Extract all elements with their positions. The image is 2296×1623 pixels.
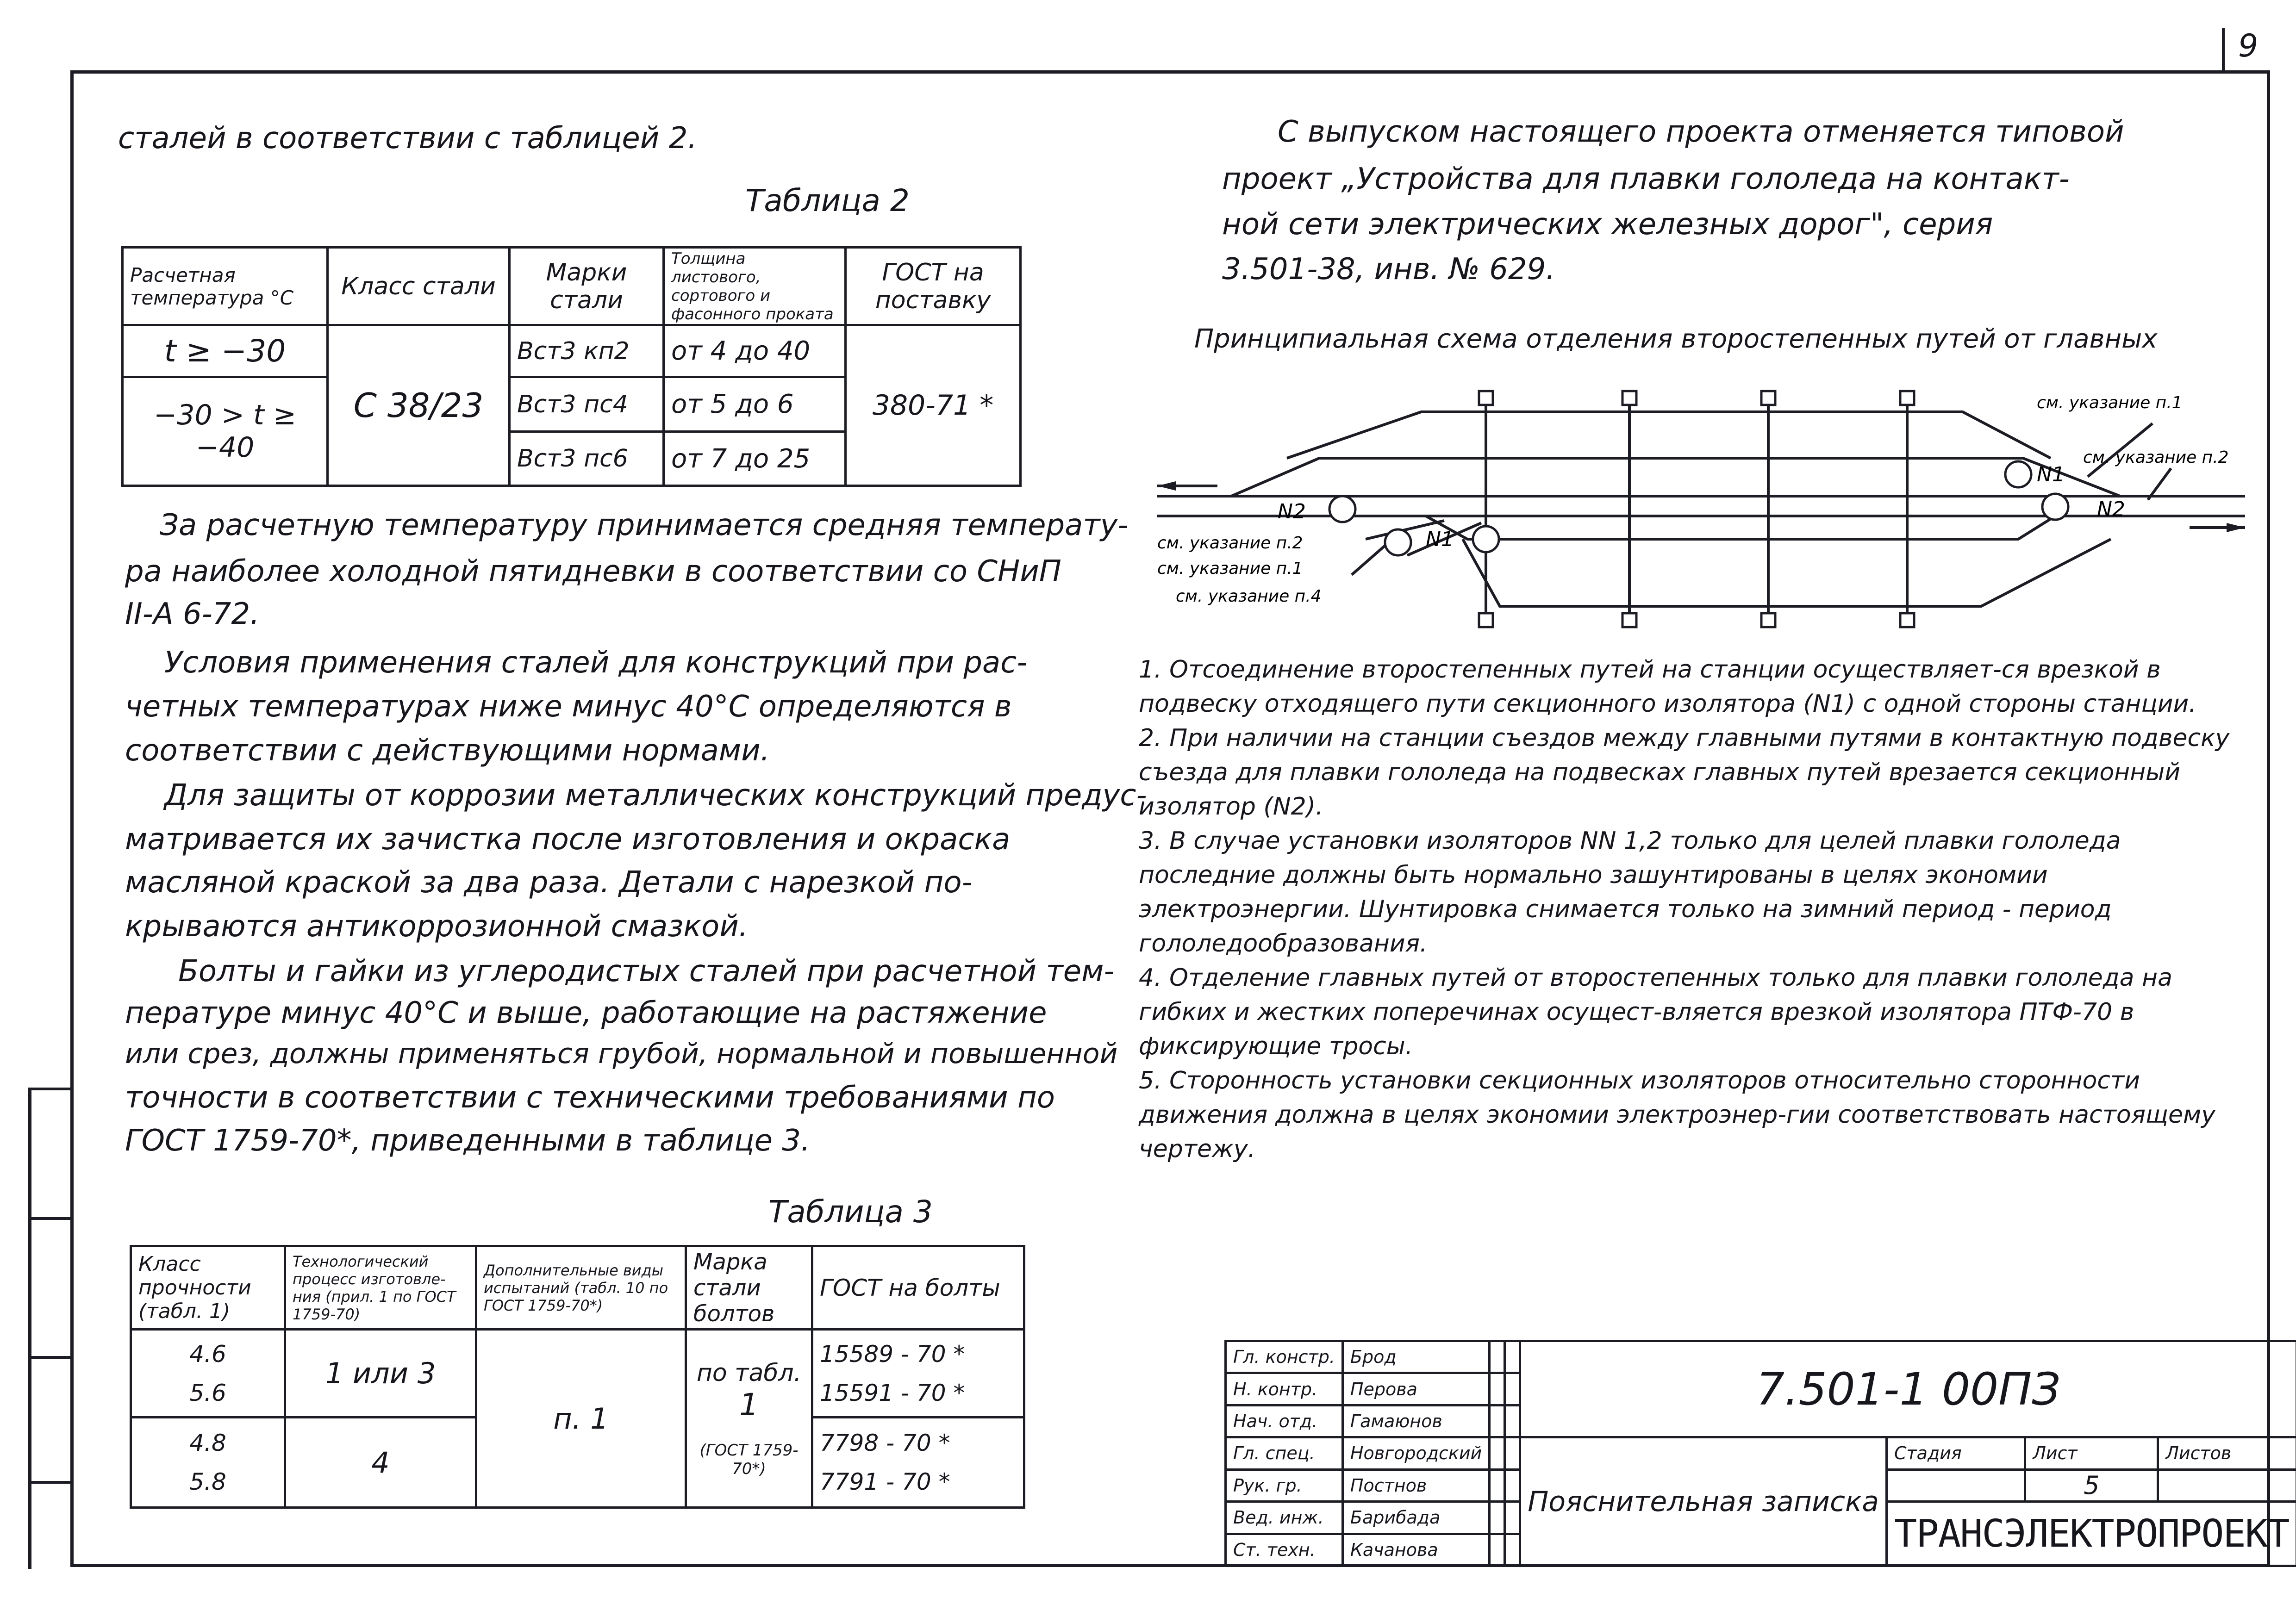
role-group-lead: Рук. гр.	[1226, 1469, 1343, 1501]
sheet-value: 5	[2025, 1469, 2158, 1501]
para-4-line-5: ГОСТ 1759-70*, приведенными в таблице 3.	[125, 1124, 811, 1158]
insulator-n1-left	[1385, 529, 1411, 555]
intro-right-line-2: проект „Устройства для плавки гололеда на контакт-	[1222, 162, 2070, 196]
stage-value	[1887, 1469, 2025, 1501]
t3-classes-b	[131, 1418, 285, 1508]
t3-classes-a	[131, 1330, 285, 1418]
secondary-track-upper-1	[1287, 412, 2051, 458]
label-note1-right: см. указание п.1	[2037, 393, 2183, 412]
table-2	[121, 246, 1022, 487]
role-dept-head: Нач. отд.	[1226, 1405, 1343, 1437]
name-chief-specialist: Новгородский	[1342, 1437, 1489, 1469]
t2-thick-3: от 7 до 25	[664, 432, 846, 486]
t2-thick-1: от 4 до 40	[664, 325, 846, 377]
scheme-diagram	[1148, 370, 2259, 648]
t3-gost-b	[812, 1418, 1024, 1508]
signature-cell	[1490, 1373, 1505, 1405]
secondary-track-upper-2	[1231, 458, 2120, 496]
t2-temp-2: −30 > t ≥ −40	[123, 377, 328, 486]
t3-steel-line-3: (ГОСТ 1759-70*)	[699, 1441, 799, 1478]
label-n1-left: N1	[1426, 528, 1454, 551]
title-block	[1224, 1340, 2296, 1567]
sheets-label: Листов	[2158, 1437, 2296, 1469]
para-4-line-2: пературе минус 40°С и выше, работающие на растяжение	[125, 996, 1047, 1030]
label-n2-left: N2	[1278, 500, 1306, 523]
support-1-bottom	[1479, 613, 1493, 627]
name-lead-engineer: Барибада	[1342, 1502, 1489, 1534]
support-4-top	[1900, 391, 1914, 405]
date-cell	[1505, 1534, 1520, 1566]
note-5: 5. Сторонность установки секционных изоляторов относительно сторонности движения должна в целях экономии электроэнер-гии соответствовать настоящему чертежу.	[1139, 1067, 2215, 1163]
t2-grade-3: Вст3 пс6	[510, 432, 664, 486]
t3-class-5-6: 5.6	[189, 1379, 226, 1406]
t3-steel	[686, 1330, 812, 1508]
support-3-bottom	[1761, 613, 1775, 627]
t3-class-4-6: 4.6	[189, 1340, 226, 1368]
t3-tests: п. 1	[476, 1330, 686, 1508]
t3-class-5-8: 5.8	[189, 1468, 226, 1495]
arrow-left-head	[1157, 481, 1176, 491]
date-cell	[1505, 1405, 1520, 1437]
support-4-bottom	[1900, 613, 1914, 627]
signature-cell	[1490, 1534, 1505, 1566]
note-3: 3. В случае установки изоляторов NN 1,2 только для целей плавки гололеда последние должны быть нормально зашунтированы в целях экономии электроэнергии. Шунтировка снимается только на зимний период - период гололедообразования.	[1139, 827, 2121, 958]
secondary-track-lower-2	[1463, 539, 2111, 606]
sheets-value	[2158, 1469, 2296, 1501]
para-4-line-3: или срез, должны применяться грубой, нормальной и повышенной	[125, 1038, 1118, 1070]
note-4: 4. Отделение главных путей от второстепенных только для плавки гололеда на гибких и жестких поперечинах осущест-вляется врезкой изолятора ПТФ-70 в фиксирующие тросы.	[1139, 964, 2172, 1060]
t3-class-4-8: 4.8	[189, 1430, 226, 1456]
t3-header-class: Класс прочности (табл. 1)	[131, 1246, 285, 1330]
binding-stub-line	[28, 1088, 31, 1569]
name-chief-designer: Брод	[1342, 1341, 1489, 1373]
t2-grade-2: Вст3 пс4	[510, 377, 664, 432]
intro-right-line-3: ной сети электрических железных дорог", серия	[1222, 207, 1993, 242]
t3-header-process: Технологический процесс изготовле-ния (прил. 1 по ГОСТ 1759-70)	[285, 1246, 476, 1330]
signature-cell	[1490, 1405, 1505, 1437]
date-cell	[1505, 1469, 1520, 1501]
intro-line: сталей в соответствии с таблицей 2.	[118, 121, 697, 155]
name-dept-head: Гамаюнов	[1342, 1405, 1489, 1437]
doc-code: 7.501-1 00ПЗ	[1520, 1341, 2296, 1437]
label-n2-right: N2	[2097, 497, 2125, 521]
t2-steel-class: С 38/23	[328, 325, 510, 486]
page-number: 9	[2238, 28, 2259, 64]
t3-header-tests: Дополнительные виды испытаний (табл. 10 по ГОСТ 1759-70*)	[476, 1246, 686, 1330]
role-senior-technician: Ст. техн.	[1226, 1534, 1343, 1566]
table-3	[130, 1245, 1025, 1509]
para-3-line-3: масляной краской за два раза. Детали с нарезкой по-	[125, 865, 973, 900]
para-4-line-4: точности в соответствии с техническими требованиями по	[125, 1081, 1055, 1115]
scheme-title: Принципиальная схема отделения второстепенных путей от главных	[1194, 324, 2158, 354]
binding-stub-line	[28, 1356, 70, 1359]
para-2-line-1: Условия применения сталей для конструкций при рас-	[164, 646, 1028, 680]
date-cell	[1505, 1373, 1520, 1405]
stage-label: Стадия	[1887, 1437, 2025, 1469]
para-4-line-1: Болты и гайки из углеродистых сталей при расчетной тем-	[178, 954, 1115, 989]
t2-header-grades: Марки стали	[510, 248, 664, 325]
note-2: 2. При наличии на станции съездов между главными путями в контактную подвеску съезда для плавки гололеда на подвесках главных путей врезается секционный изолятор (N2).	[1139, 724, 2230, 821]
t3-gost-7798: 7798 - 70 *	[820, 1430, 950, 1456]
leader-5	[1352, 542, 1389, 575]
signature-cell	[1490, 1502, 1505, 1534]
role-norm-control: Н. контр.	[1226, 1373, 1343, 1405]
t3-process-a: 1 или 3	[285, 1330, 476, 1418]
support-2-top	[1622, 391, 1636, 405]
arrow-right-head	[2227, 523, 2245, 532]
note-1: 1. Отсоединение второстепенных путей на станции осуществляет-ся врезкой в подвеску отходящего пути секционного изолятора (N1) с одной стороны станции.	[1139, 656, 2196, 718]
t2-temp-1: t ≥ −30	[123, 325, 328, 377]
support-1-top	[1479, 391, 1493, 405]
insulator-n2-left	[1329, 496, 1355, 522]
t3-gost-15591: 15591 - 70 *	[820, 1379, 965, 1406]
signature-cell	[1490, 1437, 1505, 1469]
t2-header-gost: ГОСТ на поставку	[846, 248, 1021, 325]
intro-right-line-4: 3.501-38, инв. № 629.	[1222, 252, 1555, 286]
insulator-n2-right	[2042, 494, 2068, 520]
date-cell	[1505, 1502, 1520, 1534]
notes-list	[1139, 653, 2231, 1166]
para-2-line-3: соответствии с действующими нормами.	[125, 734, 770, 768]
label-note4-left: см. указание п.4	[1176, 587, 1322, 606]
insulator-n1-right	[2005, 461, 2031, 487]
para-2-line-2: четных температурах ниже минус 40°С определяются в	[125, 690, 1012, 724]
para-3-line-4: крываются антикоррозионной смазкой.	[125, 909, 749, 944]
t3-header-steel: Марка стали болтов	[686, 1246, 812, 1330]
date-cell	[1505, 1341, 1520, 1373]
label-n1-right: N1	[2037, 463, 2065, 486]
intro-right-line-1: С выпуском настоящего проекта отменяется типовой	[1278, 115, 2124, 149]
t3-header-gost: ГОСТ на болты	[812, 1246, 1024, 1330]
signature-cell	[1490, 1469, 1505, 1501]
t3-process-b: 4	[285, 1418, 476, 1508]
support-3-top	[1761, 391, 1775, 405]
para-1-line-3: II-А 6-72.	[125, 597, 260, 631]
t3-steel-line-2: 1	[739, 1387, 759, 1423]
t2-gost: 380-71 *	[846, 325, 1021, 486]
para-1-line-1: За расчетную температуру принимается средняя температу-	[160, 508, 1129, 542]
doc-title: Пояснительная записка	[1520, 1437, 1887, 1566]
role-chief-specialist: Гл. спец.	[1226, 1437, 1343, 1469]
para-3-line-2: матривается их зачистка после изготовления и окраска	[125, 822, 1011, 857]
signature-cell	[1490, 1341, 1505, 1373]
binding-stub-line	[28, 1217, 70, 1220]
t3-gost-15589: 15589 - 70 *	[820, 1340, 965, 1368]
t2-thick-2: от 5 до 6	[664, 377, 846, 432]
binding-stub-line	[28, 1481, 70, 1484]
t3-steel-line-1: по табл.	[696, 1359, 802, 1387]
t2-header-thickness: Толщина листового, сортового и фасонного проката	[664, 248, 846, 325]
support-2-bottom	[1622, 613, 1636, 627]
para-3-line-1: Для защиты от коррозии металлических конструкций предус-	[164, 778, 1147, 813]
t2-header-class: Класс стали	[328, 248, 510, 325]
label-note2-left: см. указание п.2	[1157, 534, 1303, 553]
para-1-line-2: ра наиболее холодной пятидневки в соответствии со СНиП	[125, 554, 1061, 589]
table3-caption: Таблица 3	[768, 1194, 933, 1230]
sheet-label: Лист	[2025, 1437, 2158, 1469]
binding-stub-line	[28, 1088, 70, 1090]
t3-gost-a	[812, 1330, 1024, 1418]
role-chief-designer: Гл. констр.	[1226, 1341, 1343, 1373]
name-senior-technician: Качанова	[1342, 1534, 1489, 1566]
t2-grade-1: Вст3 кп2	[510, 325, 664, 377]
t2-header-temp: Расчетная температура °С	[123, 248, 328, 325]
label-note1-left: см. указание п.1	[1157, 559, 1303, 578]
date-cell	[1505, 1437, 1520, 1469]
name-norm-control: Перова	[1342, 1373, 1489, 1405]
insulator-center	[1473, 526, 1499, 552]
t3-gost-7791: 7791 - 70 *	[820, 1468, 950, 1495]
label-note2-right: см. указание п.2	[2083, 448, 2229, 467]
table2-caption: Таблица 2	[745, 183, 910, 218]
organization: ТРАНСЭЛЕКТРОПРОЕКТ	[1887, 1502, 2296, 1566]
role-lead-engineer: Вед. инж.	[1226, 1502, 1343, 1534]
name-group-lead: Постнов	[1342, 1469, 1489, 1501]
secondary-track-lower-1	[1426, 516, 2055, 539]
